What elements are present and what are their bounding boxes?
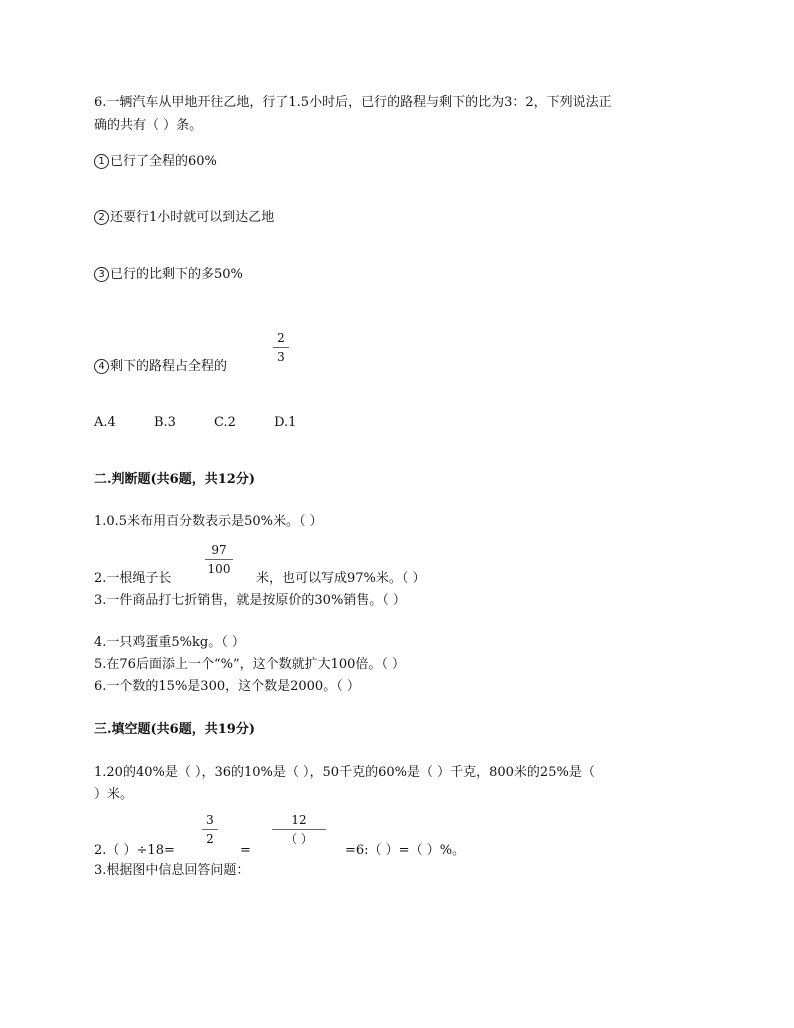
option-b[interactable]: B.3 [153, 415, 176, 430]
sec2-question-5: 5.在76后面添上一个“%”，这个数就扩大100倍。（ ） [94, 657, 406, 672]
sec2-question-2-fraction [205, 543, 233, 576]
section-3-title: 三.填空题(共6题，共19分) [94, 722, 255, 737]
circled-number-1: 1 [94, 154, 109, 169]
q6-statement-2-text: 还要行1小时就可以到达乙地 [110, 210, 275, 225]
fraction-denominator: 3 [277, 350, 285, 364]
sec3-question-1-line2: ）米。 [94, 787, 134, 802]
sec2-question-4: 4.一只鸡蛋重5%kg。（ ） [94, 635, 245, 650]
sec3-question-2-fraction-2 [272, 813, 326, 846]
q6-statement-2 [94, 209, 274, 226]
q6-statement-4-text: 剩下的路程占全程的 [110, 359, 228, 374]
q6-options [94, 414, 330, 431]
option-c[interactable]: C.2 [214, 415, 236, 430]
fraction-numerator: 3 [206, 813, 214, 827]
sec3-question-2-suffix: =6:（ ）=（ ）%。 [345, 843, 466, 858]
fraction-denominator: （ ） [285, 832, 313, 846]
sec3-question-2-equals: = [240, 843, 251, 858]
sec3-question-2-fraction-1 [202, 813, 218, 846]
section-2-title: 二.判断题(共6题，共12分) [94, 472, 255, 487]
sec3-question-2-prefix: 2.（ ）÷18= [94, 843, 175, 858]
sec2-question-3: 3.一件商品打七折销售，就是按原价的30%销售。（ ） [94, 593, 406, 608]
fraction-bar [202, 829, 218, 830]
option-a[interactable]: A.4 [94, 415, 116, 430]
q6-stem-line2: 确的共有（ ）条。 [94, 118, 203, 133]
circled-number-3: 3 [94, 267, 109, 282]
fraction-numerator: 12 [291, 813, 307, 827]
fraction-numerator: 2 [277, 331, 285, 345]
circled-number-4: 4 [94, 359, 109, 374]
q6-statement-4 [94, 358, 227, 375]
fraction-bar [205, 559, 233, 560]
q6-stem-line1: 6.一辆汽车从甲地开往乙地，行了1.5小时后，已行的路程与剩下的比为3：2，下列说法正 [94, 95, 612, 110]
fraction-numerator: 97 [211, 543, 227, 557]
sec2-question-1: 1.0.5米布用百分数表示是50%米。（ ） [94, 514, 323, 529]
fraction-bar [273, 347, 289, 348]
sec2-question-2-suffix: 米，也可以写成97%米。（ ） [256, 571, 426, 586]
q6-statement-3 [94, 266, 243, 283]
q6-statement-1 [94, 153, 217, 170]
fraction-bar [272, 829, 326, 830]
sec3-question-1-line1: 1.20的40%是（ ），36的10%是（ ），50千克的60%是（ ）千克，800米的25%是（ [94, 765, 595, 780]
fraction-denominator: 100 [207, 562, 231, 576]
sec2-question-2-prefix: 2.一根绳子长 [94, 571, 172, 586]
q6-fraction-two-thirds [273, 331, 289, 364]
circled-number-2: 2 [94, 210, 109, 225]
option-d[interactable]: D.1 [274, 415, 297, 430]
sec3-question-3: 3.根据图中信息回答问题： [94, 863, 250, 878]
sec2-question-6: 6.一个数的15%是300，这个数是2000。（ ） [94, 679, 360, 694]
q6-statement-3-text: 已行的比剩下的多50% [110, 267, 243, 282]
fraction-denominator: 2 [206, 832, 214, 846]
q6-statement-1-text: 已行了全程的60% [110, 154, 217, 169]
